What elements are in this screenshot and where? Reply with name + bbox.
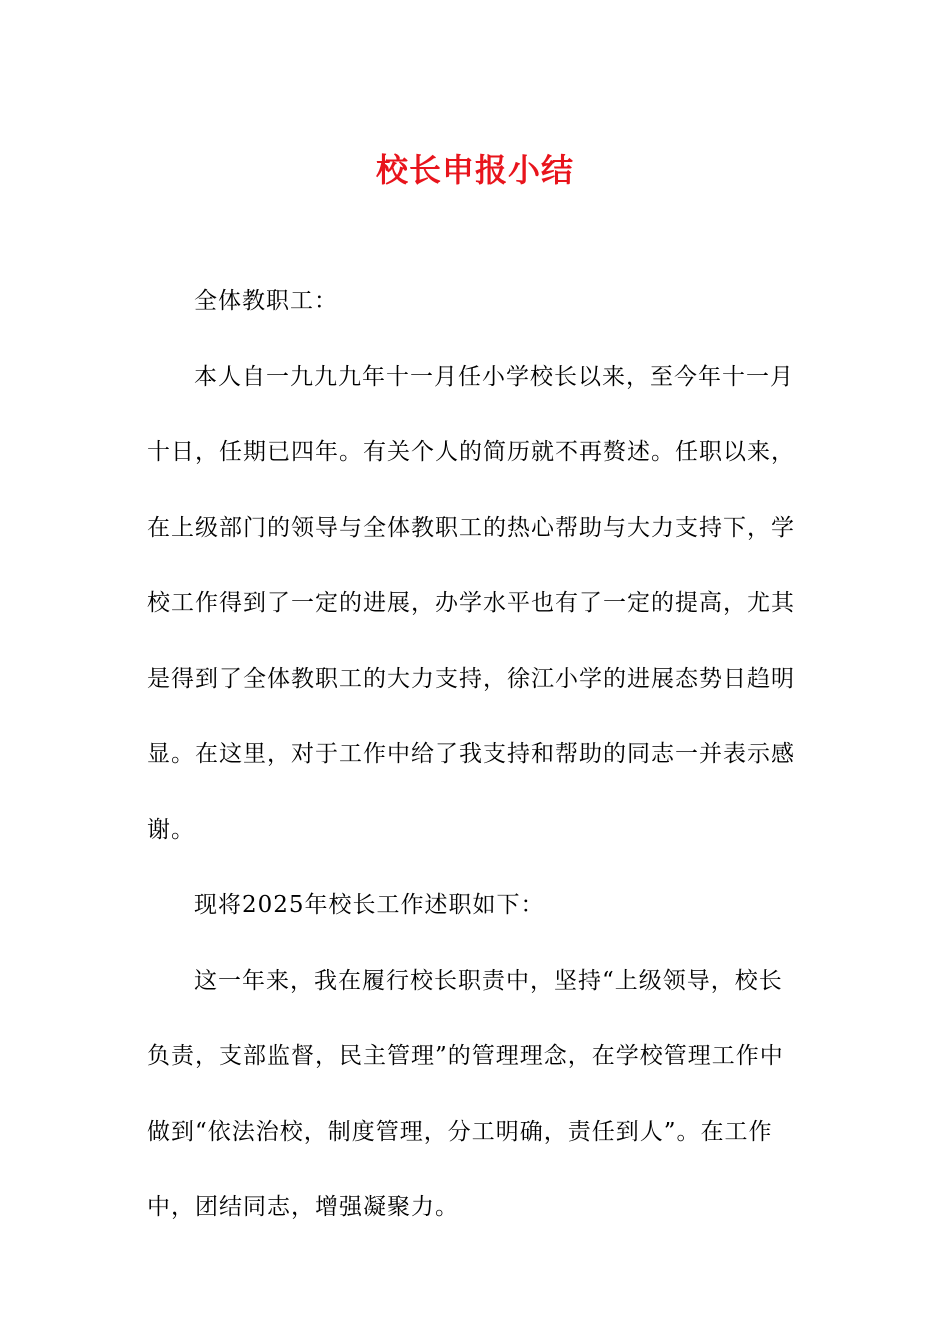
paragraph-1-line-4: 校工作得到了一定的进展，办学水平也有了一定的提高，尤其 xyxy=(147,590,795,616)
paragraph-3-line-1: 这一年来，我在履行校长职责中，坚持“上级领导，校长 xyxy=(194,967,783,994)
paragraph-1-line-5: 是得到了全体教职工的大力支持，徐江小学的进展态势日趋明 xyxy=(147,665,795,692)
paragraph-1-line-1: 本人自一九九九年十一月任小学校长以来，至今年十一月 xyxy=(194,363,794,390)
paragraph-1-line-2: 十日，任期已四年。有关个人的简历就不再赘述。任职以来， xyxy=(147,439,795,465)
document-title: 校长申报小结 xyxy=(375,151,574,189)
paragraph-3-line-2: 负责，支部监督，民主管理”的管理理念，在学校管理工作中 xyxy=(147,1043,784,1069)
document-body xyxy=(147,282,793,1264)
salutation-line: 全体教职工： xyxy=(194,288,338,314)
paragraph-3-line-3: 做到“依法治校，制度管理，分工明确，责任到人”。在工作 xyxy=(147,1118,773,1145)
paragraph-2-line-1: 现将2025年校长工作述职如下： xyxy=(194,892,545,918)
paragraph-1-line-3: 在上级部门的领导与全体教职工的热心帮助与大力支持下，学 xyxy=(147,514,795,541)
paragraph-1-line-6: 显。在这里，对于工作中给了我支持和帮助的同志一并表示感 xyxy=(147,741,795,767)
paragraph-1-line-7: 谢。 xyxy=(147,816,195,843)
paragraph-3-line-4: 中，团结同志，增强凝聚力。 xyxy=(147,1194,459,1220)
